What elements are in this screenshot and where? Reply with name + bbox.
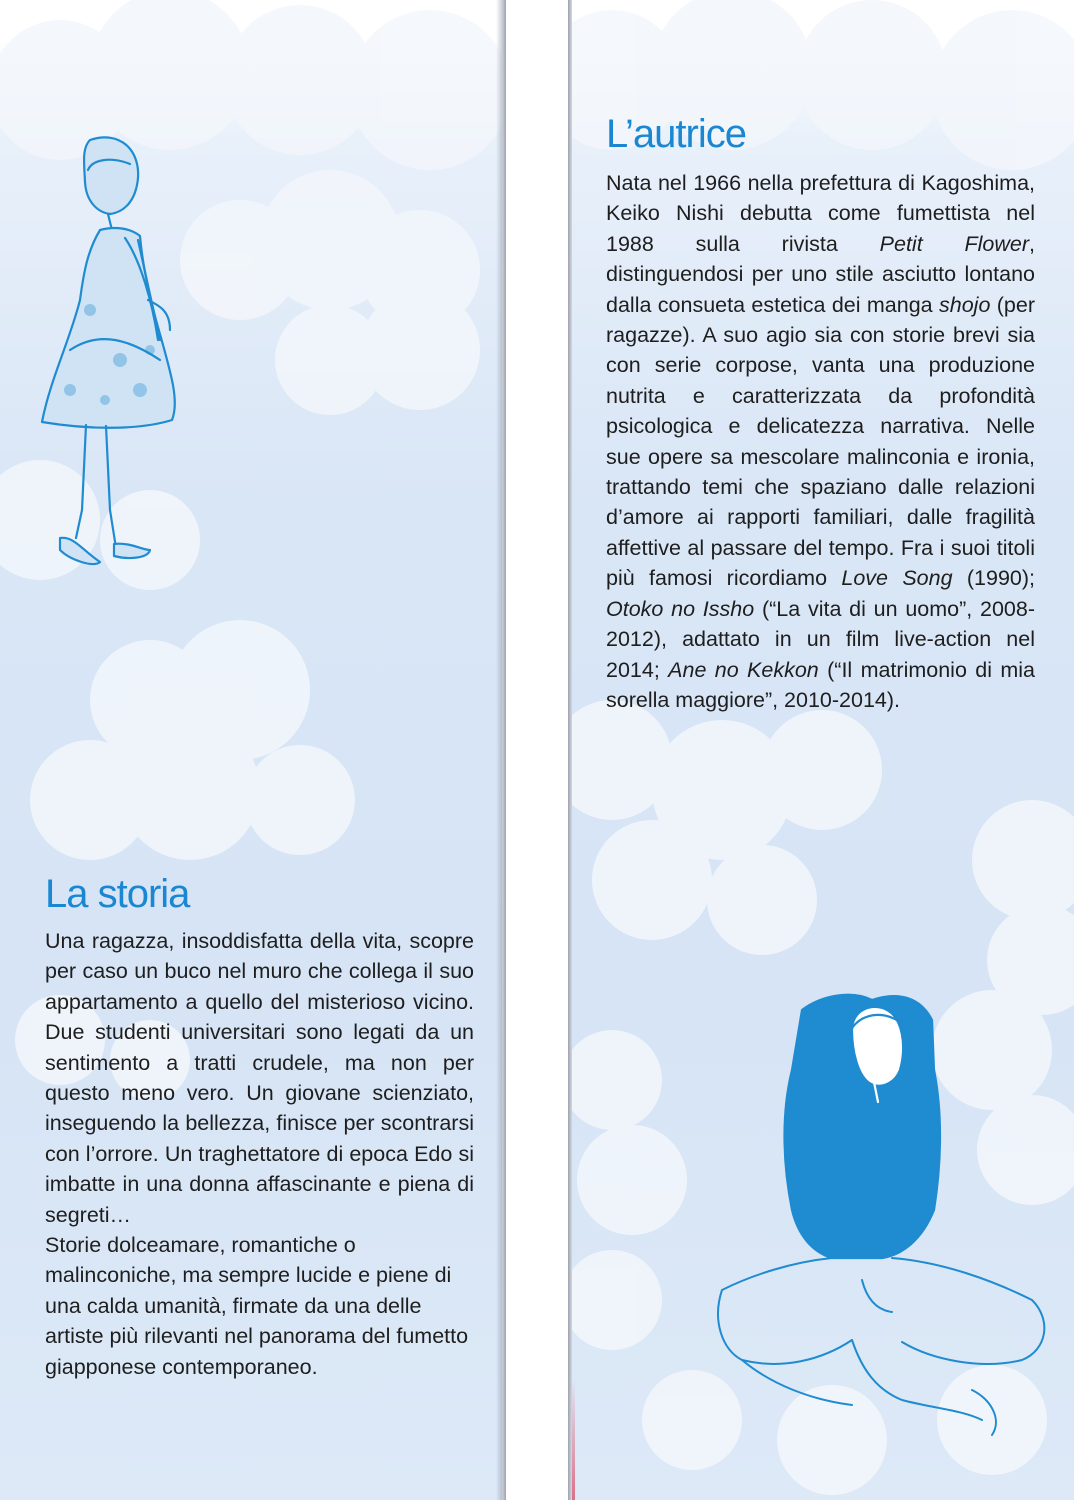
storia-paragraph-1: Una ragazza, insoddisfatta della vita, scopre per caso un buco nel muro che collega il suo appartamento a quello del misterioso vicino. Due studenti universitari sono legati da un sentimento a tratti crudele, ma non per questo meno vero. Un giovane scienziato, inseguendo la bellezza, finisce per scontrarsi con l’orrore. Un traghettatore di epoca Edo si imbatte in una donna affascinante e piena di segreti…	[45, 929, 474, 1227]
girl-in-dress-illustration	[30, 130, 190, 590]
autrice-text-4: (1990);	[952, 566, 1035, 591]
right-flap	[572, 0, 1074, 1500]
title-love-song: Love Song	[841, 566, 953, 591]
left-flap	[0, 0, 502, 1500]
autrice-text-2: , distinguendosi per uno stile asciutto lontano dalla consueta estetica dei manga	[606, 231, 1035, 317]
fold-shadow-left	[496, 0, 506, 1500]
autrice-text-6: (“Il matrimonio di mia sorella maggiore”, 2010-2014).	[606, 657, 1035, 712]
seated-man-illustration	[702, 990, 1072, 1440]
autrice-text-1: Nata nel 1966 nella prefettura di Kagoshima, Keiko Nishi debutta come fumettista nel 1988 sulla rivista	[606, 171, 1035, 256]
autrice-text-5: (“La vita di un uomo”, 2008-2012), adattato in un film live-action nel 2014;	[606, 596, 1035, 682]
autrice-heading: L’autrice	[606, 112, 746, 156]
title-otoko-no-issho: Otoko no Issho	[606, 596, 755, 621]
storia-body	[45, 926, 474, 1382]
storia-heading: La storia	[45, 872, 190, 916]
title-ane-no-kekkon: Ane no Kekkon	[668, 657, 819, 682]
page-edge-tint	[572, 1380, 575, 1500]
storia-paragraph-2: Storie dolceamare, romantiche o malinconiche, ma sempre lucide e piene di una calda umanità, firmate da una delle artiste più rilevanti nel panorama del fumetto giapponese contemporaneo.	[45, 1233, 469, 1379]
autrice-text-3: (per ragazze). A suo agio sia con storie brevi sia con serie corpose, vanta una produzione nutrita e caratterizzata da profondità psicologica e delicatezza narrativa. Nelle sue opere sa mescolare malinconia e ironia, trattando temi che spaziano dalle relazioni d’amore ai rapporti familiari, dalle fragilità affettive al passare del tempo. Fra i suoi titoli più famosi ricordiamo	[606, 292, 1035, 591]
term-shojo: shojo	[939, 292, 991, 317]
title-petit-flower: Petit Flower	[879, 231, 1030, 256]
autrice-body	[606, 168, 1035, 715]
